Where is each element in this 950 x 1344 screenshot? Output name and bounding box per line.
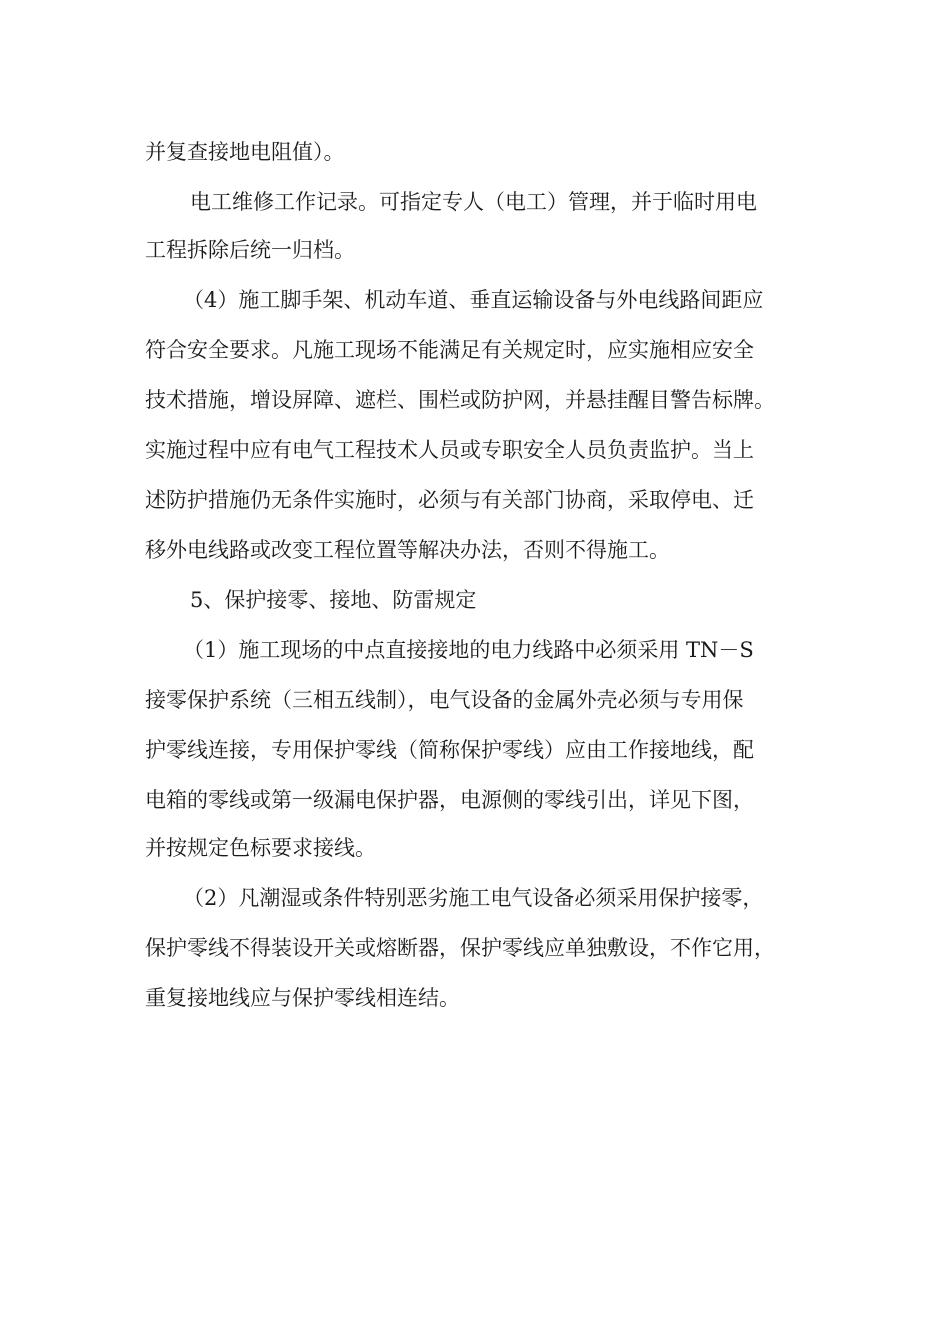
text-line: 移外电线路或改变工程位置等解决办法，否则不得施工。 <box>145 538 670 562</box>
text-line: 实施过程中应有电气工程技术人员或专职安全人员负责监护。当上 <box>145 438 754 462</box>
paragraph-start-line: （4）施工脚手架、机动车道、垂直运输设备与外电线路间距应 <box>183 288 764 312</box>
text-line: 保护零线不得装设开关或熔断器，保护零线应单独敷设，不作它用， <box>145 936 775 960</box>
text-line: 符合安全要求。凡施工现场不能满足有关规定时，应实施相应安全 <box>145 338 754 362</box>
paragraph-start-line: （2）凡潮湿或条件特别恶劣施工电气设备必须采用保护接零， <box>183 886 764 910</box>
text-line: 技术措施，增设屏障、遮栏、围栏或防护网，并悬挂醒目警告标牌。 <box>145 388 775 412</box>
text-line: 重复接地线应与保护零线相连结。 <box>145 986 460 1010</box>
text-line: 并按规定色标要求接线。 <box>145 836 376 860</box>
text-line: 接零保护系统（三相五线制），电气设备的金属外壳必须与专用保 <box>145 688 744 712</box>
paragraph-start-line: （1）施工现场的中点直接接地的电力线路中必须采用 TN－S <box>183 638 754 662</box>
section-heading: 5、保护接零、接地、防雷规定 <box>190 588 477 612</box>
text-line: 电箱的零线或第一级漏电保护器，电源侧的零线引出，详见下图， <box>145 788 754 812</box>
text-line: 述防护措施仍无条件实施时，必须与有关部门协商，采取停电、迁 <box>145 488 754 512</box>
text-line: 工程拆除后统一归档。 <box>145 238 355 262</box>
paragraph-start-line: 电工维修工作记录。可指定专人（电工）管理，并于临时用电 <box>190 190 757 214</box>
text-line: 护零线连接，专用保护零线（简称保护零线）应由工作接地线，配 <box>145 738 754 762</box>
text-line: 并复查接地电阻值）。 <box>145 140 345 164</box>
